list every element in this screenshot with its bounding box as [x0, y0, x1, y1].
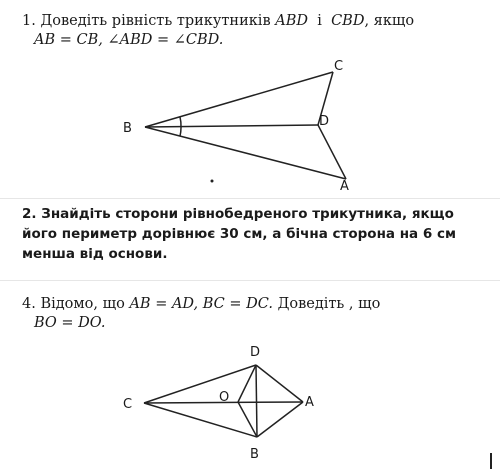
segment-DA — [318, 125, 346, 179]
problem-1-condition: AB = CB, ∠ABD = ∠CBD. — [34, 32, 224, 48]
problem-4-middle: Доведіть , що — [277, 296, 381, 312]
page-edge-mark — [490, 453, 492, 469]
problem-1-prefix: Доведіть рівність трикутників — [40, 13, 271, 29]
problem-1-suffix: , якщо — [364, 13, 415, 29]
segment-BC — [145, 72, 333, 127]
problem-2-body: Знайдіть сторони рівнобедреного трикутника, якщо його периметр дорівнює 30 см, а бічна сторона на 6 см менша від основи. — [22, 206, 456, 262]
problem-1-triangle-1: ABD — [275, 13, 308, 29]
problem-2 — [0, 198, 500, 278]
angle-arc-inner — [180, 127, 181, 136]
problem-1-figure — [0, 0, 500, 205]
problem-1-number: 1. — [22, 13, 36, 29]
angle-arc-outer — [180, 117, 181, 127]
point-label-B: B — [250, 447, 259, 462]
stray-dot — [211, 180, 214, 183]
point-label-O: O — [219, 390, 230, 405]
problem-4 — [0, 280, 500, 473]
point-label-D: D — [250, 345, 261, 360]
problem-4-figure — [0, 280, 500, 473]
point-label-C: C — [334, 59, 344, 74]
segment-BD — [145, 125, 318, 127]
problem-1-conjunction: і — [317, 13, 322, 29]
segment-DB — [256, 365, 257, 437]
point-label-A: A — [340, 179, 349, 194]
problem-4-prefix: Відомо, що — [40, 296, 125, 312]
problem-1-triangle-2: CBD — [331, 13, 365, 29]
segment-BA — [145, 127, 346, 179]
problem-2-text — [22, 204, 477, 264]
segment-CB — [144, 403, 257, 437]
problem-4-conclusion: BO = DO. — [34, 315, 106, 331]
segment-DA — [256, 365, 303, 402]
point-label-C: C — [123, 397, 133, 412]
problem-4-number: 4. — [22, 296, 36, 312]
problem-4-condition: AB = AD, BC = DC. — [129, 296, 273, 312]
segment-BA — [257, 402, 303, 437]
problem-2-number: 2. — [22, 206, 37, 222]
point-label-A: A — [305, 395, 314, 410]
point-label-D: D — [319, 114, 330, 129]
point-label-B: B — [123, 121, 132, 136]
segment-CD — [144, 365, 256, 403]
problem-1 — [0, 0, 500, 205]
